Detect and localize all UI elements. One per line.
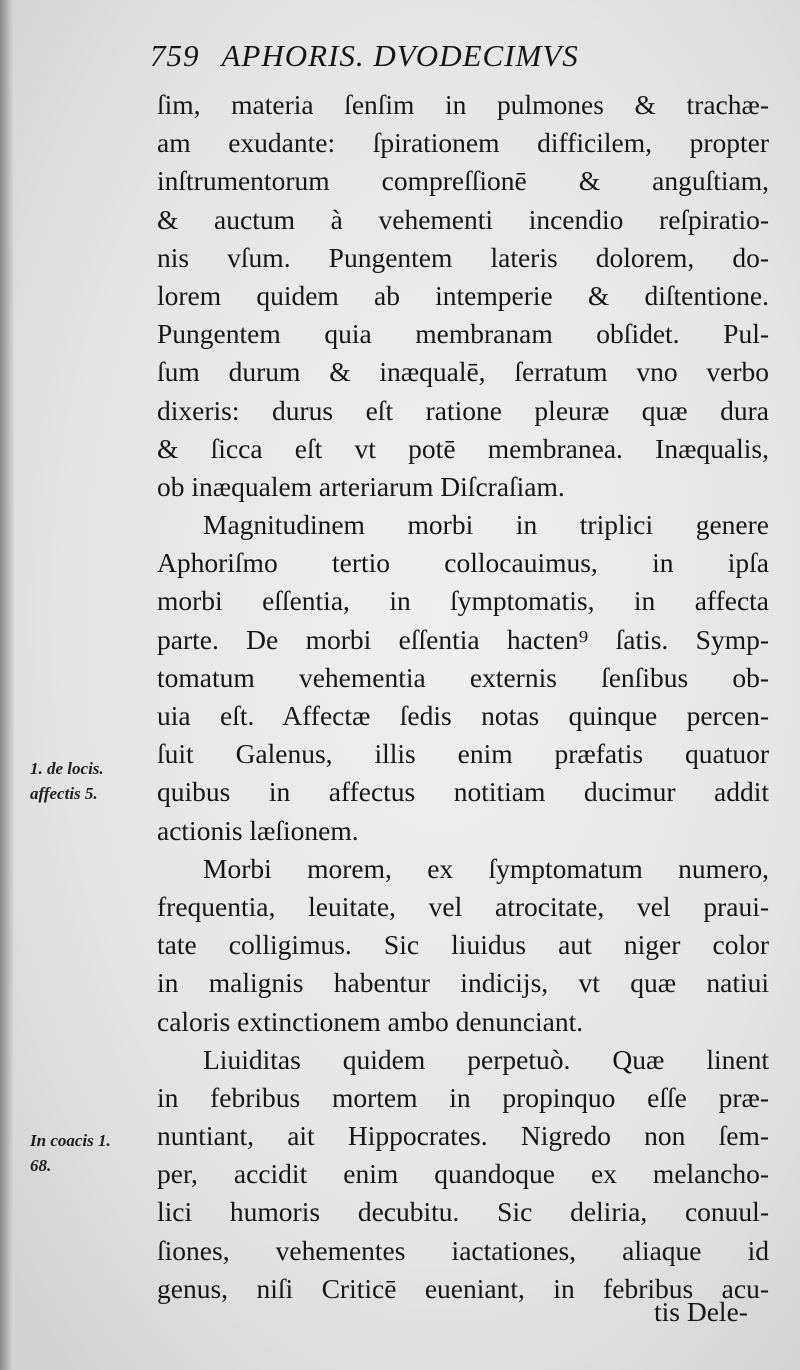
text-line: ſuit Galenus, illis enim præfatis quatuor bbox=[157, 738, 769, 770]
text-line: inſtrumentorum compreſſionē & anguſtiam, bbox=[157, 165, 769, 197]
text-line: tate colligimus. Sic liuidus aut niger color bbox=[157, 929, 769, 961]
margin-note-line: In coacis 1. bbox=[30, 1131, 111, 1150]
main-text-block bbox=[157, 86, 769, 1308]
text-line: in malignis habentur indicijs, vt quæ natiui bbox=[157, 967, 769, 999]
margin-note bbox=[30, 756, 104, 806]
margin-note-line: 1. de locis. bbox=[30, 759, 104, 778]
text-line: Aphoriſmo tertio collocauimus, in ipſa bbox=[157, 547, 769, 579]
text-line: & ſicca eſt vt potē membranea. Inæqualis, bbox=[157, 432, 769, 464]
text-line: actionis læſionem. bbox=[157, 814, 359, 846]
text-line: ob inæqualem arteriarum Diſcraſiam. bbox=[157, 470, 565, 502]
text-line: Magnitudinem morbi in triplici genere bbox=[203, 509, 769, 541]
text-line: frequentia, leuitate, vel atrocitate, vel praui- bbox=[157, 890, 769, 922]
catchword: tis Dele- bbox=[654, 1296, 748, 1327]
text-line: Morbi morem, ex ſymptomatum numero, bbox=[203, 852, 769, 884]
paragraph bbox=[157, 506, 769, 850]
text-line: morbi eſſentia, in ſymptomatis, in affecta bbox=[157, 585, 769, 617]
page-number: 759 bbox=[150, 38, 200, 73]
margin-note-line: affectis 5. bbox=[30, 784, 98, 803]
text-line: uia eſt. Affectæ ſedis notas quinque percen- bbox=[157, 700, 769, 731]
margin-note bbox=[30, 1128, 111, 1178]
paragraph bbox=[157, 1041, 769, 1308]
text-line: tomatum vehementia externis ſenſibus ob- bbox=[157, 661, 769, 693]
text-line: ſiones, vehementes iactationes, aliaque id bbox=[157, 1234, 769, 1266]
text-line: nuntiant, ait Hippocrates. Nigredo non ſem- bbox=[157, 1120, 769, 1152]
text-line: Pungentem quia membranam obſidet. Pul- bbox=[157, 318, 769, 350]
text-line: parte. De morbi eſſentia hacten⁹ ſatis. Symp- bbox=[157, 623, 769, 655]
paragraph bbox=[157, 850, 769, 1041]
text-line: lici humoris decubitu. Sic deliria, conuul- bbox=[157, 1196, 769, 1228]
running-title: APHORIS. DVODECIMVS bbox=[221, 38, 579, 73]
text-line: dixeris: durus eſt ratione pleuræ quæ dura bbox=[157, 394, 769, 426]
text-line: genus, niſi Criticē eueniant, in febribus acu- bbox=[157, 1272, 769, 1304]
text-line: caloris extinctionem ambo denunciant. bbox=[157, 1005, 584, 1037]
text-line: per, accidit enim quandoque ex melancho- bbox=[157, 1158, 769, 1190]
margin-note-line: 68. bbox=[30, 1156, 52, 1175]
text-line: Liuiditas quidem perpetuò. Quæ linent bbox=[203, 1043, 769, 1075]
page-edge-shadow bbox=[0, 0, 14, 1370]
text-line: am exudante: ſpirationem difficilem, propter bbox=[157, 127, 769, 159]
text-line: & auctum à vehementi incendio reſpiratio- bbox=[157, 203, 769, 235]
text-line: ſim, materia ſenſim in pulmones & trachæ- bbox=[157, 89, 769, 120]
text-line: nis vſum. Pungentem lateris dolorem, do- bbox=[157, 241, 769, 273]
paragraph bbox=[157, 86, 769, 506]
text-line: lorem quidem ab intemperie & diſtentione. bbox=[157, 279, 769, 311]
text-line: in febribus mortem in propinquo eſſe præ- bbox=[157, 1081, 769, 1113]
text-line: quibus in affectus notitiam ducimur addit bbox=[157, 776, 769, 808]
running-header bbox=[150, 38, 770, 88]
text-line: ſum durum & inæqualē, ſerratum vno verbo bbox=[157, 356, 769, 388]
